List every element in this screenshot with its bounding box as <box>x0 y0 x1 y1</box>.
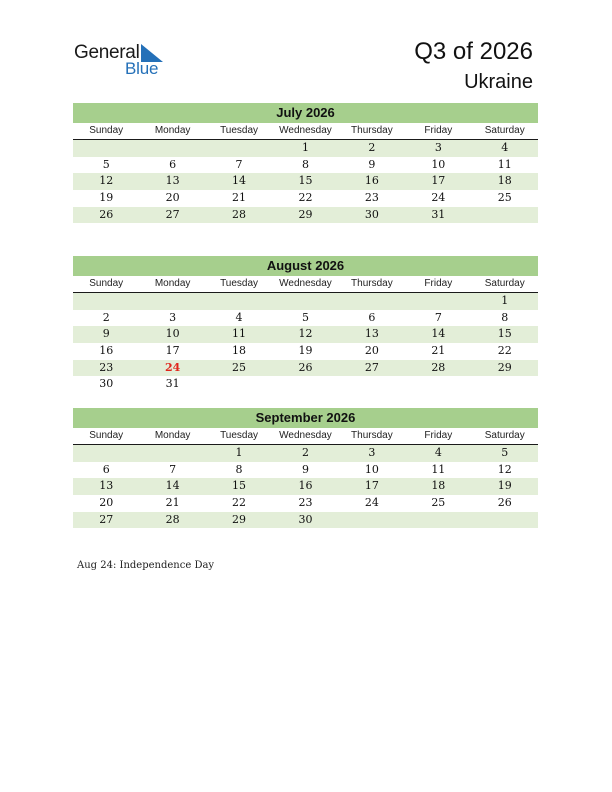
day-cell <box>73 293 139 310</box>
day-cell: 31 <box>431 207 446 221</box>
day-cell: 20 <box>165 191 180 205</box>
month-calendar-september <box>73 408 538 528</box>
day-cell: 14 <box>165 479 180 493</box>
day-cell: 26 <box>497 496 512 510</box>
day-cell <box>339 293 405 310</box>
day-cell: 16 <box>298 479 313 493</box>
weekday-label: Thursday <box>351 278 393 289</box>
day-cell: 1 <box>301 141 309 154</box>
weekday-label: Friday <box>424 278 453 289</box>
day-cell: 18 <box>232 344 247 358</box>
weekday-header-row <box>73 123 538 140</box>
day-cell: 2 <box>102 310 110 324</box>
day-cell: 17 <box>431 174 446 188</box>
day-cell: 29 <box>298 207 313 221</box>
day-cell: 1 <box>501 294 509 307</box>
day-cell: 3 <box>368 446 376 459</box>
day-cell <box>206 376 272 393</box>
weekday-label: Monday <box>154 278 191 289</box>
week-row <box>73 157 538 174</box>
day-cell: 3 <box>434 141 442 154</box>
day-cell: 5 <box>301 310 309 324</box>
day-cell: 7 <box>434 310 442 324</box>
day-cell: 20 <box>364 344 379 358</box>
day-cell: 21 <box>165 496 180 510</box>
day-cell: 7 <box>169 462 177 476</box>
week-row <box>73 326 538 343</box>
day-cell: 28 <box>165 512 180 526</box>
day-cell: 6 <box>368 310 376 324</box>
week-row <box>73 190 538 207</box>
day-cell: 17 <box>165 344 180 358</box>
day-cell <box>405 293 471 310</box>
day-cell: 31 <box>165 377 180 391</box>
day-cell <box>139 293 205 310</box>
day-cell: 30 <box>364 207 379 221</box>
day-cell: 16 <box>364 174 379 188</box>
day-cell: 12 <box>99 174 114 188</box>
day-cell <box>139 140 205 157</box>
week-row <box>73 495 538 512</box>
day-cell <box>472 376 538 393</box>
day-cell: 19 <box>497 479 512 493</box>
day-cell: 19 <box>99 191 114 205</box>
week-row <box>73 140 538 157</box>
day-cell: 9 <box>368 157 376 171</box>
day-cell: 9 <box>102 327 110 341</box>
day-cell: 8 <box>501 310 509 324</box>
day-cell: 15 <box>497 327 512 341</box>
day-cell: 24 <box>364 496 379 510</box>
weekday-label: Wednesday <box>279 278 332 289</box>
country-name: Ukraine <box>464 71 533 93</box>
day-cell: 8 <box>301 157 309 171</box>
day-cell: 29 <box>232 512 247 526</box>
weekday-label: Tuesday <box>220 125 259 136</box>
day-cell: 24 <box>431 191 446 205</box>
weekday-label: Saturday <box>484 430 525 441</box>
day-cell <box>272 293 338 310</box>
day-cell: 25 <box>497 191 512 205</box>
week-row <box>73 310 538 327</box>
day-cell: 23 <box>298 496 313 510</box>
day-cell <box>272 376 338 393</box>
day-cell: 13 <box>165 174 180 188</box>
day-cell: 18 <box>497 174 512 188</box>
week-row <box>73 512 538 529</box>
day-cell <box>206 293 272 310</box>
day-cell: 18 <box>431 479 446 493</box>
day-cell: 10 <box>431 157 446 171</box>
weekday-label: Sunday <box>89 125 124 136</box>
day-cell: 27 <box>99 512 114 526</box>
day-cell: 16 <box>99 344 114 358</box>
day-cell: 25 <box>431 496 446 510</box>
day-cell: 1 <box>235 446 243 459</box>
day-cell: 8 <box>235 462 243 476</box>
weekday-label: Saturday <box>484 125 525 136</box>
day-cell: 30 <box>298 512 313 526</box>
weekday-label: Friday <box>424 430 453 441</box>
day-cell <box>73 140 139 157</box>
week-row <box>73 445 538 462</box>
weekday-header-row <box>73 276 538 293</box>
day-cell: 2 <box>368 141 376 154</box>
day-cell: 12 <box>497 462 512 476</box>
day-cell: 29 <box>497 360 512 374</box>
day-cell: 10 <box>165 327 180 341</box>
day-cell: 2 <box>301 446 309 459</box>
weekday-label: Friday <box>424 125 453 136</box>
day-cell <box>339 512 405 529</box>
weekday-label: Tuesday <box>220 278 259 289</box>
holiday-day-cell: 24 <box>164 360 181 374</box>
day-cell: 14 <box>232 174 247 188</box>
month-calendar-august <box>73 256 538 393</box>
day-cell: 21 <box>431 344 446 358</box>
day-cell <box>472 207 538 224</box>
week-row <box>73 462 538 479</box>
week-row <box>73 207 538 224</box>
month-title: July 2026 <box>73 103 538 123</box>
day-cell: 4 <box>434 446 442 459</box>
day-cell <box>206 140 272 157</box>
day-cell: 4 <box>235 310 243 324</box>
day-cell: 11 <box>431 462 446 476</box>
holiday-note: Aug 24: Independence Day <box>77 560 215 571</box>
day-cell: 13 <box>364 327 379 341</box>
day-cell: 28 <box>232 207 247 221</box>
day-cell: 14 <box>431 327 446 341</box>
day-cell: 27 <box>364 360 379 374</box>
day-cell: 19 <box>298 344 313 358</box>
day-cell: 22 <box>298 191 313 205</box>
day-cell <box>139 445 205 462</box>
weekday-label: Monday <box>154 125 191 136</box>
day-cell: 21 <box>232 191 247 205</box>
day-cell: 6 <box>102 462 110 476</box>
brand-logo <box>74 42 174 78</box>
day-cell: 5 <box>501 446 509 459</box>
month-calendar-july <box>73 103 538 223</box>
brand-name-general: General <box>74 42 140 63</box>
day-cell: 25 <box>232 360 247 374</box>
weekday-label: Tuesday <box>220 430 259 441</box>
brand-name-blue: Blue <box>125 59 159 78</box>
weekday-label: Thursday <box>351 430 393 441</box>
day-cell: 17 <box>364 479 379 493</box>
day-cell: 7 <box>235 157 243 171</box>
day-cell <box>73 445 139 462</box>
day-cell: 9 <box>301 462 309 476</box>
day-cell: 6 <box>169 157 177 171</box>
day-cell: 30 <box>99 377 114 391</box>
day-cell: 23 <box>99 360 114 374</box>
week-row <box>73 376 538 393</box>
day-cell: 13 <box>99 479 114 493</box>
day-cell: 12 <box>298 327 313 341</box>
week-row <box>73 360 538 377</box>
weekday-label: Thursday <box>351 125 393 136</box>
day-cell: 4 <box>501 141 509 154</box>
week-row <box>73 293 538 310</box>
day-cell: 20 <box>99 496 114 510</box>
day-cell: 11 <box>497 157 512 171</box>
day-cell: 22 <box>497 344 512 358</box>
weekday-label: Monday <box>154 430 191 441</box>
weekday-label: Wednesday <box>279 430 332 441</box>
day-cell <box>472 512 538 529</box>
day-cell: 3 <box>169 310 177 324</box>
day-cell: 15 <box>232 479 247 493</box>
day-cell: 28 <box>431 360 446 374</box>
day-cell: 26 <box>298 360 313 374</box>
day-cell: 23 <box>364 191 379 205</box>
day-cell: 27 <box>165 207 180 221</box>
month-title: September 2026 <box>73 408 538 428</box>
day-cell: 11 <box>232 327 247 341</box>
day-cell: 5 <box>102 157 110 171</box>
weekday-label: Wednesday <box>279 125 332 136</box>
weekday-label: Sunday <box>89 430 124 441</box>
day-cell: 26 <box>99 207 114 221</box>
day-cell <box>405 376 471 393</box>
day-cell <box>405 512 471 529</box>
weekday-label: Saturday <box>484 278 525 289</box>
week-row <box>73 478 538 495</box>
weekday-header-row <box>73 428 538 445</box>
day-cell: 15 <box>298 174 313 188</box>
weekday-label: Sunday <box>89 278 124 289</box>
month-title: August 2026 <box>73 256 538 276</box>
day-cell <box>339 376 405 393</box>
day-cell: 22 <box>232 496 247 510</box>
page-title: Q3 of 2026 <box>414 38 533 65</box>
week-row <box>73 173 538 190</box>
day-cell: 10 <box>364 462 379 476</box>
week-row <box>73 343 538 360</box>
